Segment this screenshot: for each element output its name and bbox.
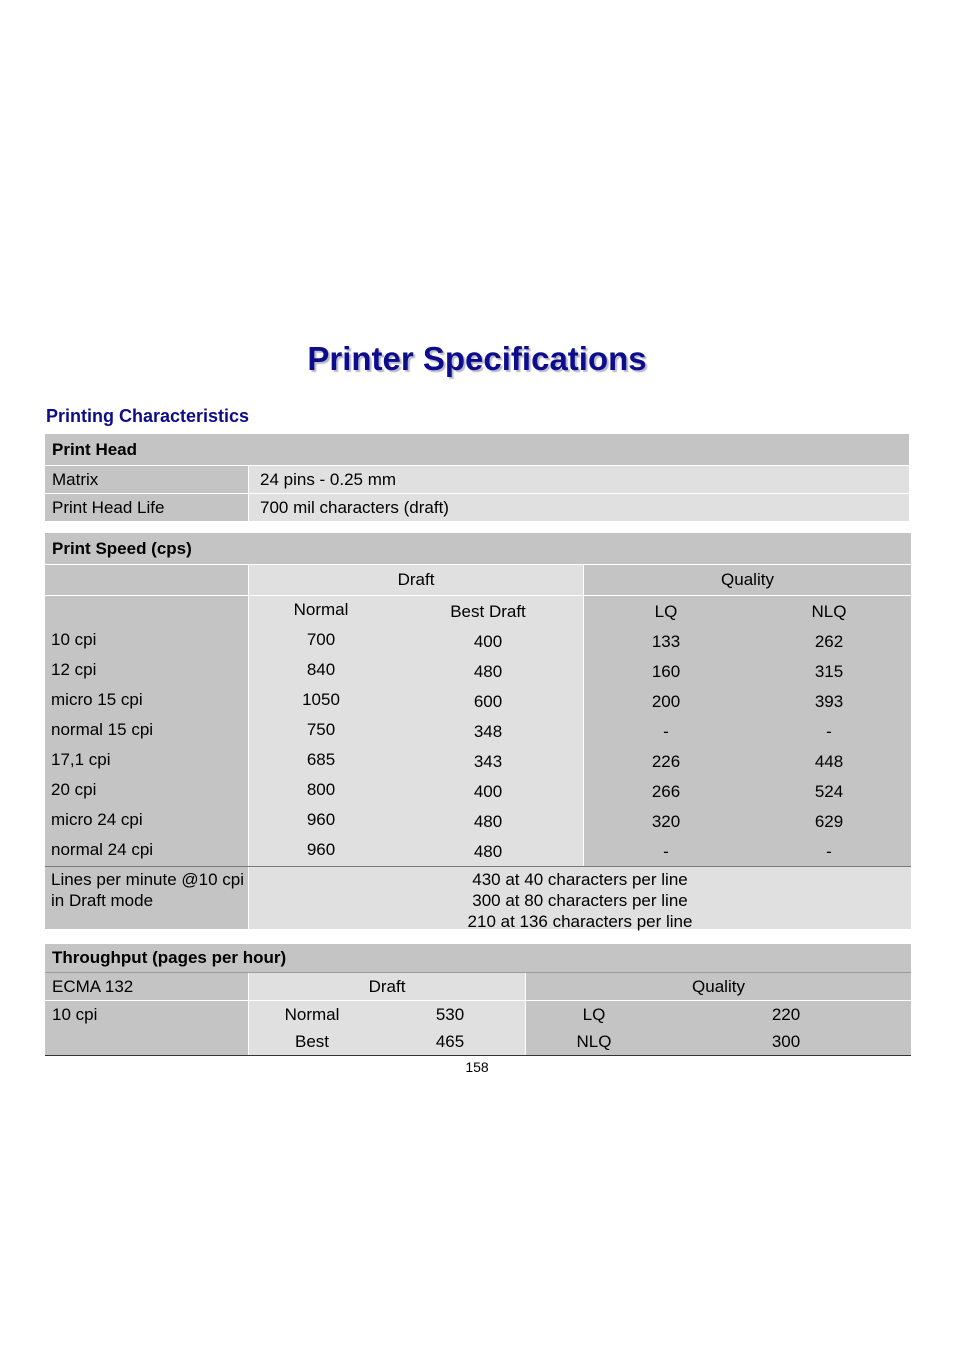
cell-lq: 226 — [651, 752, 681, 771]
throughput-row-label: 10 cpi — [52, 1004, 98, 1024]
cell-best-draft: 343 — [473, 752, 503, 771]
cell-nlq: 524 — [814, 782, 844, 801]
cell-lq: 200 — [651, 692, 681, 711]
print-speed-header: Print Speed (cps) — [45, 533, 911, 564]
throughput-quality-value: 300 — [771, 1031, 801, 1051]
cell-best-draft: 480 — [473, 662, 503, 681]
cell-normal: 1050 — [302, 690, 340, 709]
throughput-quality-mode: NLQ — [576, 1031, 612, 1051]
cell-best-draft: 348 — [473, 722, 503, 741]
cell-normal: 800 — [306, 780, 336, 799]
print-speed-lq-values — [616, 627, 716, 867]
cell-normal: 700 — [306, 630, 336, 649]
row-label: 17,1 cpi — [51, 750, 111, 769]
bottom-rule — [45, 1055, 911, 1056]
throughput-quality-group: Quality — [526, 973, 911, 1000]
row-label: micro 24 cpi — [51, 810, 143, 829]
lines-per-minute-label — [45, 867, 248, 929]
section-title: Printing Characteristics — [46, 406, 250, 426]
cell-best-draft: 400 — [473, 632, 503, 651]
row-label: micro 15 cpi — [51, 690, 143, 709]
cell-best-draft: 400 — [473, 782, 503, 801]
lines-per-minute-value: 430 at 40 characters per line — [472, 870, 688, 889]
throughput-draft-mode: Best — [294, 1031, 330, 1051]
print-speed-corner — [45, 565, 248, 595]
lines-per-minute-value: 300 at 80 characters per line — [472, 891, 688, 910]
row-label: 12 cpi — [51, 660, 97, 679]
lines-per-minute-label-line2: in Draft mode — [51, 891, 154, 910]
cell-nlq: 448 — [814, 752, 844, 771]
cell-nlq: - — [826, 722, 832, 741]
throughput-standard: ECMA 132 — [45, 973, 248, 1000]
cell-nlq: 393 — [814, 692, 844, 711]
throughput-draft-group: Draft — [249, 973, 525, 1000]
cell-lq: 160 — [651, 662, 681, 681]
cell-best-draft: 480 — [473, 842, 503, 861]
cell-normal: 840 — [306, 660, 336, 679]
row-label: 10 cpi — [51, 630, 97, 649]
lines-per-minute-values — [249, 867, 911, 929]
throughput-draft-value: 465 — [435, 1031, 465, 1051]
cell-normal: 685 — [306, 750, 336, 769]
cell-nlq: 315 — [814, 662, 844, 681]
print-head-life-value: 700 mil characters (draft) — [249, 494, 909, 521]
cell-best-draft: 600 — [473, 692, 503, 711]
cell-lq: 320 — [651, 812, 681, 831]
throughput-draft-mode: Normal — [284, 1004, 340, 1024]
cell-lq: 133 — [651, 632, 681, 651]
col-header-best-draft: Best Draft — [450, 602, 526, 621]
throughput-header: Throughput (pages per hour) — [45, 944, 911, 972]
col-header-lq: LQ — [654, 602, 678, 621]
print-speed-labels — [51, 625, 248, 865]
page-number: 158 — [465, 1059, 489, 1075]
row-label: normal 15 cpi — [51, 720, 154, 739]
cell-best-draft: 480 — [473, 812, 503, 831]
print-head-header: Print Head — [45, 434, 909, 465]
cell-lq: 266 — [651, 782, 681, 801]
page-title: Printer Specifications — [307, 340, 647, 377]
lines-per-minute-value: 210 at 136 characters per line — [467, 912, 693, 931]
print-speed-best-values — [438, 627, 538, 867]
print-speed-quality-group: Quality — [584, 565, 911, 595]
cell-lq: - — [663, 722, 669, 741]
col-header-nlq: NLQ — [811, 602, 847, 621]
cell-normal: 960 — [306, 810, 336, 829]
print-speed-draft-group: Draft — [249, 565, 583, 595]
cell-nlq: 262 — [814, 632, 844, 651]
cell-nlq: - — [826, 842, 832, 861]
row-label: normal 24 cpi — [51, 840, 154, 859]
row-label: 20 cpi — [51, 780, 97, 799]
throughput-draft-value: 530 — [435, 1004, 465, 1024]
print-head-matrix-value: 24 pins - 0.25 mm — [249, 466, 909, 493]
cell-normal: 750 — [306, 720, 336, 739]
cell-normal: 960 — [306, 840, 336, 859]
print-speed-nlq-values — [779, 627, 879, 867]
col-header-normal: Normal — [293, 600, 349, 619]
print-head-matrix-label: Matrix — [45, 466, 248, 493]
cell-lq: - — [663, 842, 669, 861]
lines-per-minute-label-line1: Lines per minute @10 cpi — [51, 870, 245, 889]
print-speed-normal-values — [271, 625, 371, 865]
cell-nlq: 629 — [814, 812, 844, 831]
throughput-quality-value: 220 — [771, 1004, 801, 1024]
throughput-quality-mode: LQ — [582, 1004, 606, 1024]
print-head-life-label: Print Head Life — [45, 494, 248, 521]
